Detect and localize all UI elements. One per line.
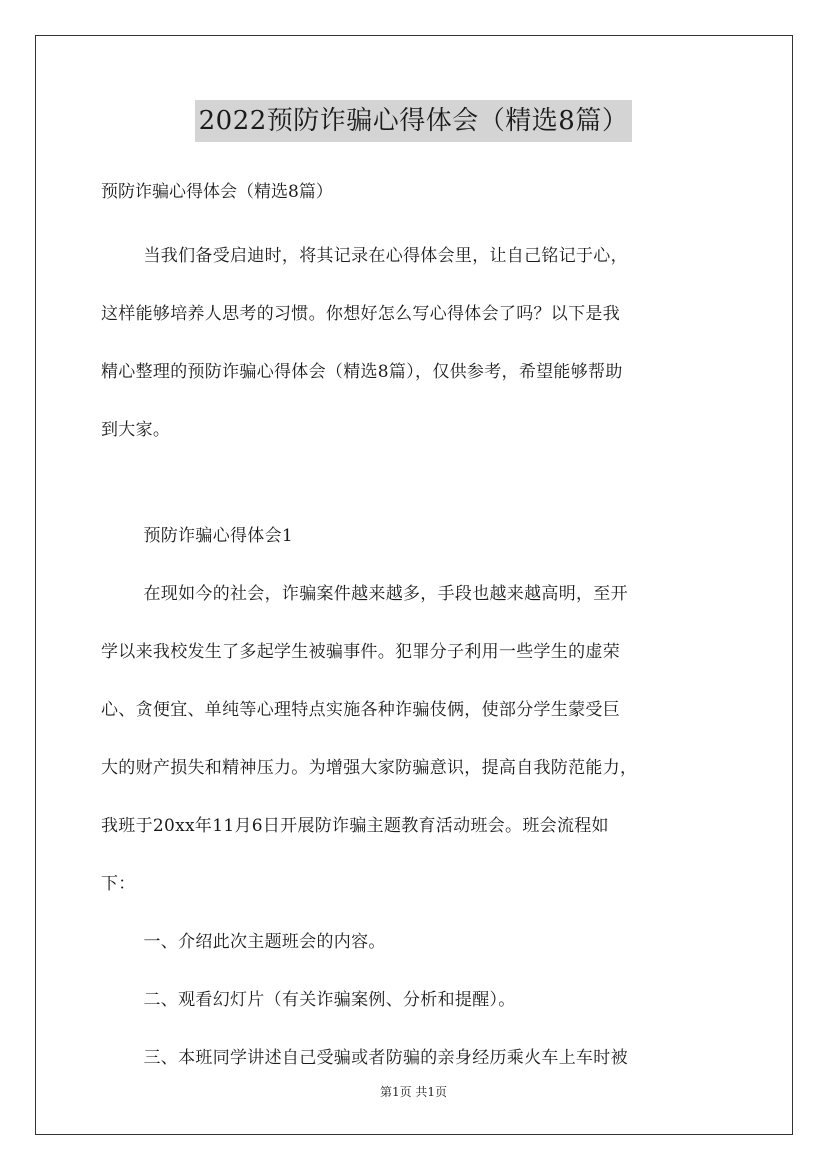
text-line: 大的财产损失和精神压力。为增强大家防骗意识，提高自我防范能力， <box>101 758 638 778</box>
page-footer <box>0 1083 827 1100</box>
document-title-text: 2022预防诈骗心得体会（精选8篇） <box>195 100 633 142</box>
page-number: 第1页 共1页 <box>379 1085 448 1099</box>
text-line: 这样能够培养人思考的习惯。你想好怎么写心得体会了吗？以下是我 <box>101 304 620 324</box>
document-body <box>101 173 731 1087</box>
process-list <box>101 913 731 1087</box>
text-line: 到大家。 <box>101 420 171 440</box>
text-line: 学以来我校发生了多起学生被骗事件。犯罪分子利用一些学生的虚荣 <box>101 642 620 662</box>
intro-paragraph <box>101 227 731 459</box>
document-title <box>0 100 827 142</box>
document-subtitle: 预防诈骗心得体会（精选8篇） <box>101 182 333 202</box>
text-line: 在现如今的社会，诈骗案件越来越多，手段也越来越高明，至开 <box>143 584 628 604</box>
section-heading: 预防诈骗心得体会1 <box>143 526 294 546</box>
text-line: 心、贪便宜、单纯等心理特点实施各种诈骗伎俩，使部分学生蒙受巨 <box>101 700 620 720</box>
text-line: 精心整理的预防诈骗心得体会（精选8篇），仅供参考，希望能够帮助 <box>101 362 623 382</box>
text-line: 我班于20xx年11月6日开展防诈骗主题教育活动班会。班会流程如 <box>101 816 609 836</box>
list-item: 二、观看幻灯片（有关诈骗案例、分析和提醒）。 <box>143 990 516 1010</box>
section1-paragraph <box>101 565 731 913</box>
list-item: 三、本班同学讲述自己受骗或者防骗的亲身经历乘火车上车时被 <box>143 1048 628 1068</box>
text-line: 当我们备受启迪时，将其记录在心得体会里，让自己铭记于心， <box>143 246 628 266</box>
text-line: 下： <box>101 874 136 894</box>
list-item: 一、介绍此次主题班会的内容。 <box>143 932 386 952</box>
